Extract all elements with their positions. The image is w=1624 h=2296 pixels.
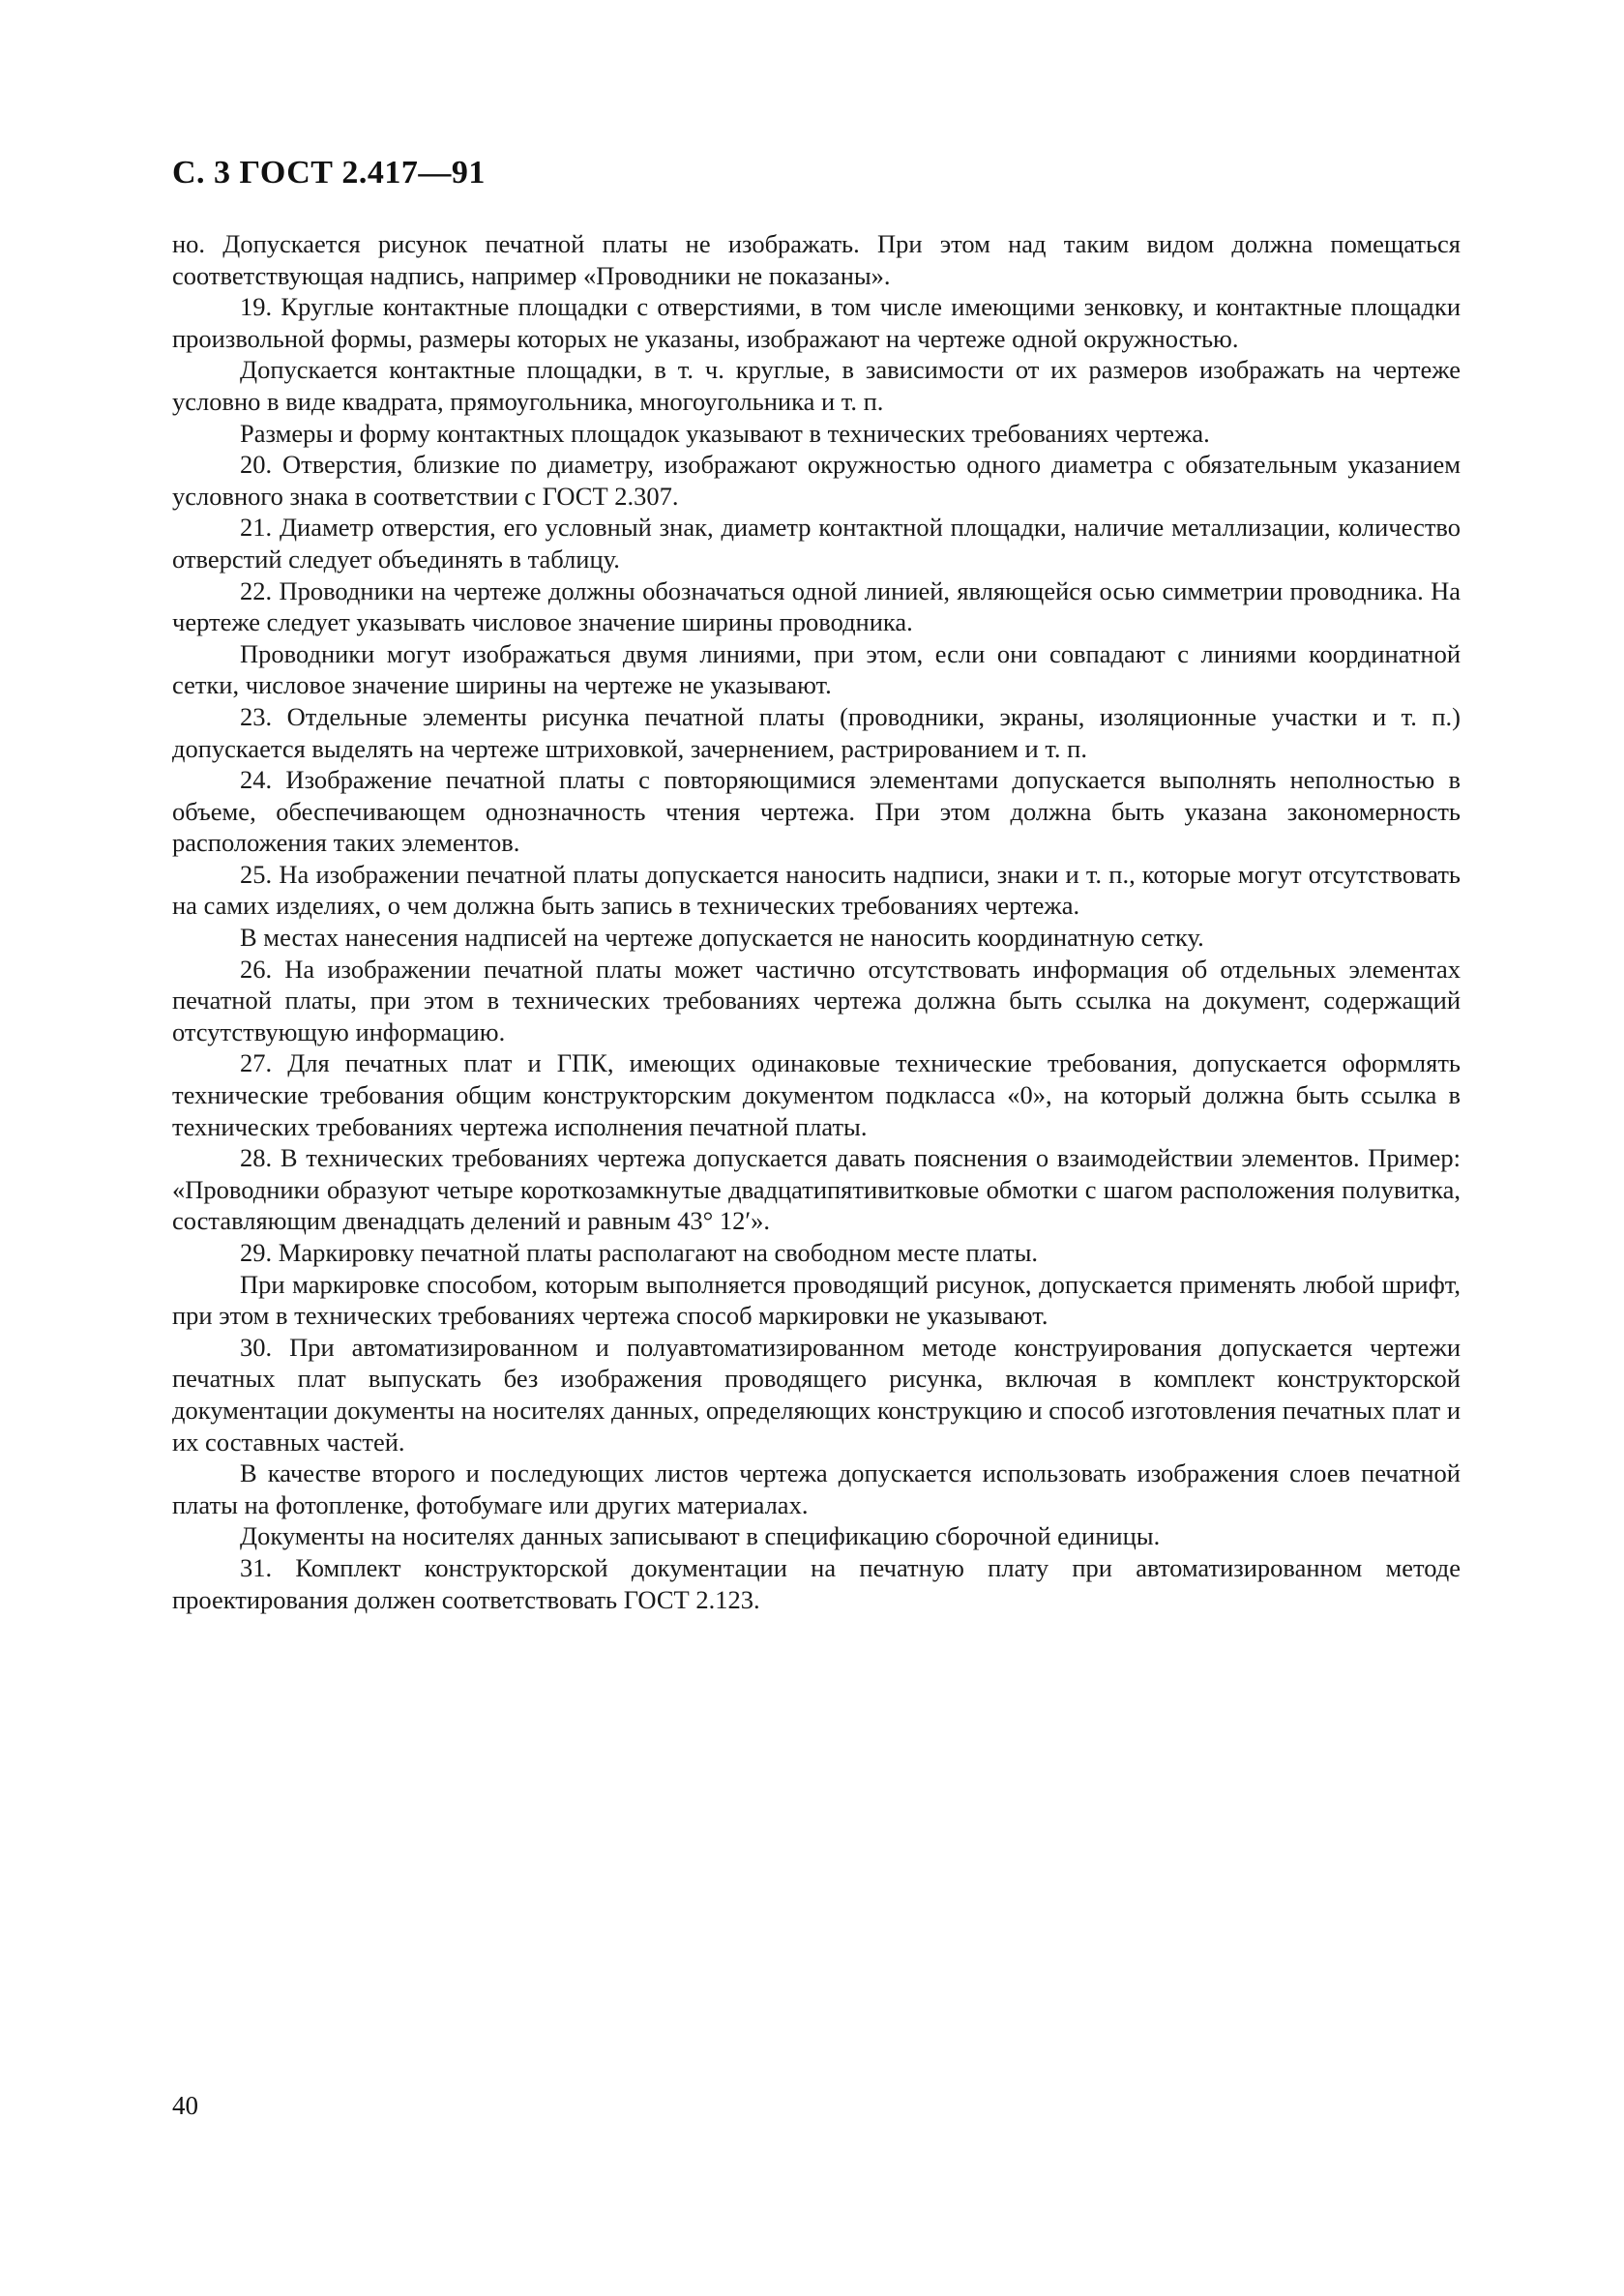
paragraph-item-29: 29. Маркировку печатной платы располагают на свободном месте платы. [240,1238,1038,1267]
paragraph-item-29-note: При маркировке способом, которым выполняется проводящий рисунок, допускается применять любой шрифт, при этом в технических требованиях чертежа способ маркировки не указывают. [172,1269,1461,1331]
paragraph-item-23: 23. Отдельные элементы рисунка печатной платы (проводники, экраны, изоляционные участки и т. п.) допускается выделять на чертеже штриховкой, зачернением, растрированием и т. п. [172,701,1461,763]
paragraph-item-26: 26. На изображении печатной платы может частично отсутствовать информация об отдельных элементах печатной платы, при этом в технических требованиях чертежа должна быть ссылка на документ, содержащий отсутствующую информацию. [172,954,1461,1046]
paragraph-item-25-note: В местах нанесения надписей на чертеже допускается не наносить координатную сетку. [240,923,1204,953]
paragraph-item-28: 28. В технических требованиях чертежа допускается давать пояснения о взаимодействии элементов. Пример: «Проводники образуют четыре короткозамкнутые двадцатипятивитковые обмотки с шагом расположения полувитка, составляющим двенадцать делений и равным 43° 12′». [172,1143,1461,1236]
paragraph-item-31: 31. Комплект конструкторской документации на печатную плату при автоматизированном методе проектирования должен соответствовать ГОСТ 2.123. [172,1552,1461,1614]
paragraph-item-19-note: Допускается контактные площадки, в т. ч. круглые, в зависимости от их размеров изображать на чертеже условно в виде квадрата, прямоугольника, многоугольника и т. п. [172,355,1461,416]
document-body [172,228,1461,1615]
paragraph-item-19-sizes: Размеры и форму контактных площадок указывают в технических требованиях чертежа. [240,418,1210,448]
paragraph-item-30-spec: Документы на носителях данных записывают в спецификацию сборочной единицы. [240,1521,1161,1551]
paragraph-item-19: 19. Круглые контактные площадки с отверстиями, в том числе имеющими зенковку, и контактные площадки произвольной формы, размеры которых не указаны, изображают на чертеже одной окружностью. [172,292,1461,353]
paragraph-item-27: 27. Для печатных плат и ГПК, имеющих одинаковые технические требования, допускается оформлять технические требования общим конструкторским документом подкласса «0», на который должна быть ссылка в технических требованиях чертежа исполнения печатной платы. [172,1048,1461,1141]
paragraph-item-24: 24. Изображение печатной платы с повторяющимися элементами допускается выполнять неполностью в объеме, обеспечивающем однозначность чтения чертежа. При этом должна быть указана закономерность расположения таких элементов. [172,765,1461,858]
paragraph-item-22: 22. Проводники на чертеже должны обозначаться одной линией, являющейся осью симметрии проводника. На чертеже следует указывать числовое значение ширины проводника. [172,575,1461,637]
paragraph-item-25: 25. На изображении печатной платы допускается наносить надписи, знаки и т. п., которые могут отсутствовать на самих изделиях, о чем должна быть запись в технических требованиях чертежа. [172,859,1461,921]
paragraph-item-30-note: В качестве второго и последующих листов чертежа допускается использовать изображения слоев печатной платы на фотопленке, фотобумаге или других материалах. [172,1458,1461,1519]
paragraph-item-20: 20. Отверстия, близкие по диаметру, изображают окружностью одного диаметра с обязательным указанием условного знака в соответствии с ГОСТ 2.307. [172,450,1461,511]
paragraph-item-30: 30. При автоматизированном и полуавтоматизированном методе конструирования допускается чертежи печатных плат выпускать без изображения проводящего рисунка, включая в комплект конструкторской документации документы на носителях данных, определяющих конструкцию и способ изготовления печатных плат и их составных частей. [172,1332,1461,1457]
paragraph-continuation: но. Допускается рисунок печатной платы не изображать. При этом над таким видом должна помещаться соответствующая надпись, например «Проводники не показаны». [172,229,1461,290]
paragraph-item-22-note: Проводники могут изображаться двумя линиями, при этом, если они совпадают с линиями координатной сетки, числовое значение ширины на чертеже не указывают. [172,638,1461,700]
page-number: 40 [172,2091,198,2120]
paragraph-item-21: 21. Диаметр отверстия, его условный знак, диаметр контактной площадки, наличие металлизации, количество отверстий следует объединять в таблицу. [172,513,1461,574]
page-header: С. 3 ГОСТ 2.417—91 [172,155,486,191]
